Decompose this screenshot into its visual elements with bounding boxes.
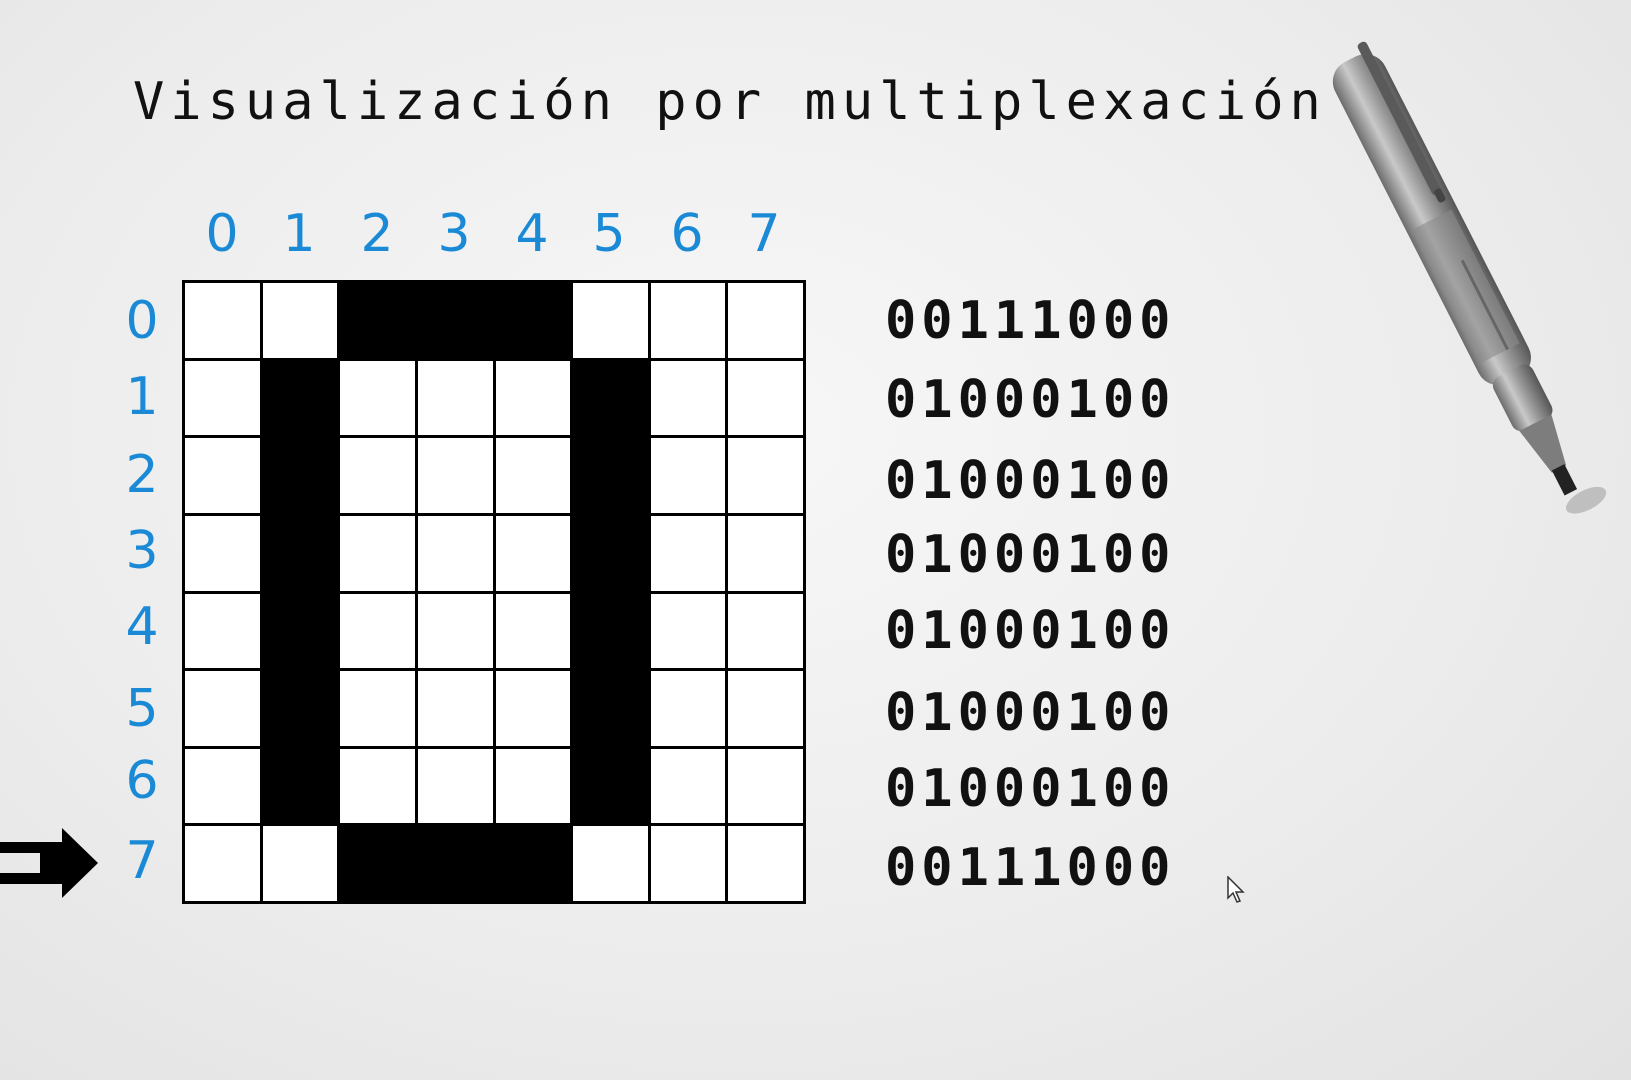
page-title: Visualización por multiplexación xyxy=(133,72,1327,132)
matrix-cell-r2-c5 xyxy=(573,438,648,513)
pen-icon xyxy=(1320,10,1620,574)
matrix-cell-r5-c3 xyxy=(418,671,493,746)
row-label-7: 7 xyxy=(125,831,159,891)
matrix-cell-r3-c0 xyxy=(185,516,260,591)
matrix-cell-r1-c0 xyxy=(185,361,260,436)
binary-row-0: 00111000 xyxy=(885,291,1176,351)
matrix-cell-r0-c4 xyxy=(496,283,571,358)
matrix-cell-r4-c4 xyxy=(496,594,571,669)
matrix-cell-r7-c6 xyxy=(651,826,726,901)
matrix-cell-r2-c0 xyxy=(185,438,260,513)
matrix-cell-r4-c0 xyxy=(185,594,260,669)
matrix-cell-r7-c4 xyxy=(496,826,571,901)
binary-row-3: 01000100 xyxy=(885,525,1176,585)
binary-row-6: 01000100 xyxy=(885,759,1176,819)
matrix-cell-r5-c5 xyxy=(573,671,648,746)
matrix-cell-r2-c3 xyxy=(418,438,493,513)
matrix-cell-r5-c0 xyxy=(185,671,260,746)
matrix-cell-r3-c6 xyxy=(651,516,726,591)
matrix-cell-r5-c4 xyxy=(496,671,571,746)
matrix-cell-r3-c5 xyxy=(573,516,648,591)
matrix-cell-r6-c1 xyxy=(263,749,338,824)
row-label-0: 0 xyxy=(125,291,159,351)
binary-row-4: 01000100 xyxy=(885,601,1176,661)
column-label-4: 4 xyxy=(515,204,549,264)
column-label-0: 0 xyxy=(205,204,239,264)
column-label-7: 7 xyxy=(747,204,781,264)
matrix-cell-r5-c7 xyxy=(728,671,803,746)
matrix-cell-r4-c7 xyxy=(728,594,803,669)
matrix-cell-r1-c7 xyxy=(728,361,803,436)
row-label-2: 2 xyxy=(125,445,159,505)
led-matrix-grid xyxy=(182,280,806,904)
matrix-cell-r3-c4 xyxy=(496,516,571,591)
matrix-cell-r4-c6 xyxy=(651,594,726,669)
row-label-6: 6 xyxy=(125,751,159,811)
matrix-cell-r2-c4 xyxy=(496,438,571,513)
matrix-cell-r5-c6 xyxy=(651,671,726,746)
matrix-cell-r1-c3 xyxy=(418,361,493,436)
matrix-cell-r1-c4 xyxy=(496,361,571,436)
binary-row-5: 01000100 xyxy=(885,683,1176,743)
matrix-cell-r5-c1 xyxy=(263,671,338,746)
binary-row-2: 01000100 xyxy=(885,451,1176,511)
matrix-cell-r6-c5 xyxy=(573,749,648,824)
matrix-cell-r4-c1 xyxy=(263,594,338,669)
matrix-cell-r1-c2 xyxy=(340,361,415,436)
column-label-2: 2 xyxy=(360,204,394,264)
row-label-3: 3 xyxy=(125,521,159,581)
matrix-cell-r0-c6 xyxy=(651,283,726,358)
column-label-5: 5 xyxy=(592,204,626,264)
row-label-1: 1 xyxy=(125,367,159,427)
matrix-cell-r2-c2 xyxy=(340,438,415,513)
matrix-cell-r4-c2 xyxy=(340,594,415,669)
matrix-cell-r2-c6 xyxy=(651,438,726,513)
matrix-cell-r6-c6 xyxy=(651,749,726,824)
matrix-cell-r6-c2 xyxy=(340,749,415,824)
arrow-right-icon xyxy=(0,828,100,902)
row-label-5: 5 xyxy=(125,679,159,739)
matrix-cell-r3-c2 xyxy=(340,516,415,591)
matrix-cell-r7-c2 xyxy=(340,826,415,901)
matrix-cell-r0-c5 xyxy=(573,283,648,358)
matrix-cell-r6-c7 xyxy=(728,749,803,824)
matrix-cell-r6-c0 xyxy=(185,749,260,824)
matrix-cell-r1-c1 xyxy=(263,361,338,436)
matrix-cell-r7-c3 xyxy=(418,826,493,901)
matrix-cell-r1-c6 xyxy=(651,361,726,436)
matrix-cell-r7-c0 xyxy=(185,826,260,901)
row-label-4: 4 xyxy=(125,597,159,657)
matrix-cell-r0-c1 xyxy=(263,283,338,358)
matrix-cell-r1-c5 xyxy=(573,361,648,436)
matrix-cell-r4-c5 xyxy=(573,594,648,669)
matrix-cell-r3-c3 xyxy=(418,516,493,591)
binary-row-7: 00111000 xyxy=(885,838,1176,898)
matrix-cell-r7-c7 xyxy=(728,826,803,901)
column-label-3: 3 xyxy=(437,204,471,264)
mouse-cursor-icon xyxy=(1227,876,1249,910)
matrix-cell-r4-c3 xyxy=(418,594,493,669)
matrix-cell-r2-c7 xyxy=(728,438,803,513)
matrix-cell-r3-c7 xyxy=(728,516,803,591)
matrix-cell-r3-c1 xyxy=(263,516,338,591)
matrix-cell-r5-c2 xyxy=(340,671,415,746)
matrix-cell-r0-c2 xyxy=(340,283,415,358)
matrix-cell-r0-c0 xyxy=(185,283,260,358)
matrix-cell-r2-c1 xyxy=(263,438,338,513)
matrix-cell-r7-c5 xyxy=(573,826,648,901)
matrix-cell-r7-c1 xyxy=(263,826,338,901)
matrix-cell-r0-c3 xyxy=(418,283,493,358)
column-label-6: 6 xyxy=(670,204,704,264)
matrix-cell-r6-c3 xyxy=(418,749,493,824)
column-label-1: 1 xyxy=(282,204,316,264)
matrix-cell-r0-c7 xyxy=(728,283,803,358)
matrix-cell-r6-c4 xyxy=(496,749,571,824)
binary-row-1: 01000100 xyxy=(885,370,1176,430)
